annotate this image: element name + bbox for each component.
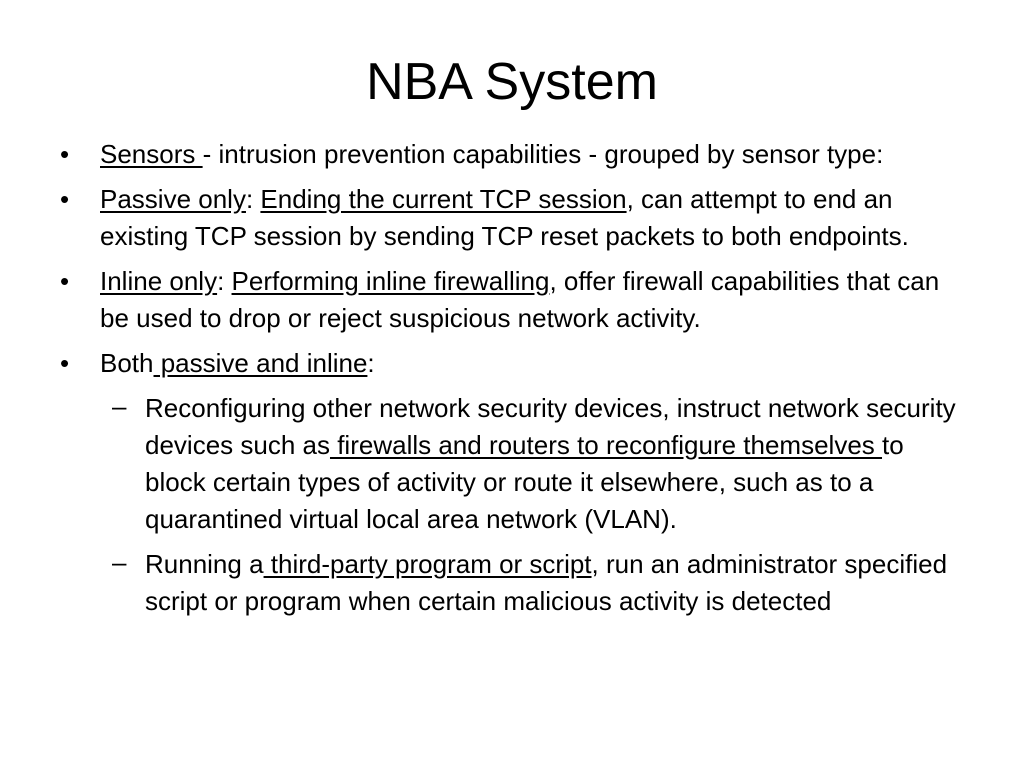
subbullet-text: , run an administrator specified script or program when certain malicious activity is detected [145, 549, 948, 616]
bullet-text: , can attempt to end an existing TCP session by sending TCP reset packets to both endpoints. [100, 184, 909, 251]
subbullet-text: to block certain types of activity or route it elsewhere, such as to a quarantined virtual local area network (VLAN). [145, 430, 904, 534]
slide-body [60, 136, 960, 628]
subbullet-text: Reconfiguring other network security devices, instruct network security devices such as [145, 393, 956, 460]
bullet-inline-only [60, 263, 960, 337]
subbullet-reconfiguring [60, 390, 960, 538]
term-passive-only: Passive only [100, 184, 246, 214]
bullet-text: : [245, 184, 261, 214]
term-inline-firewalling: Performing inline firewalling [231, 266, 550, 296]
bullet-passive-only [60, 181, 960, 255]
dash-mark: – [112, 547, 127, 577]
bullet-mark: • [60, 348, 70, 378]
subbullet-text: Running a [145, 549, 264, 579]
bullet-both [60, 345, 960, 382]
bullet-text: - intrusion prevention capabilities - grouped by sensor type: [202, 139, 884, 169]
bullet-mark: • [60, 266, 70, 296]
subbullet-running-program [60, 546, 960, 620]
term-firewalls-routers: firewalls and routers to reconfigure themselves [329, 430, 883, 460]
slide-title: NBA System [366, 53, 658, 111]
bullet-mark: • [60, 139, 70, 169]
bullet-text: , offer firewall capabilities that can be used to drop or reject suspicious network activity. [100, 266, 940, 333]
term-inline-only: Inline only [100, 266, 218, 296]
bullet-text: : [367, 348, 375, 378]
term-ending-tcp-session: Ending the current TCP session [260, 184, 627, 214]
bullet-mark: • [60, 184, 70, 214]
term-third-party-program: third-party program or script [263, 549, 592, 579]
term-passive-and-inline: passive and inline [153, 348, 368, 378]
bullet-text: Both [100, 348, 154, 378]
dash-mark: – [112, 391, 127, 421]
bullet-sensors [60, 136, 960, 173]
term-sensors: Sensors [100, 139, 203, 169]
bullet-text: : [217, 266, 232, 296]
